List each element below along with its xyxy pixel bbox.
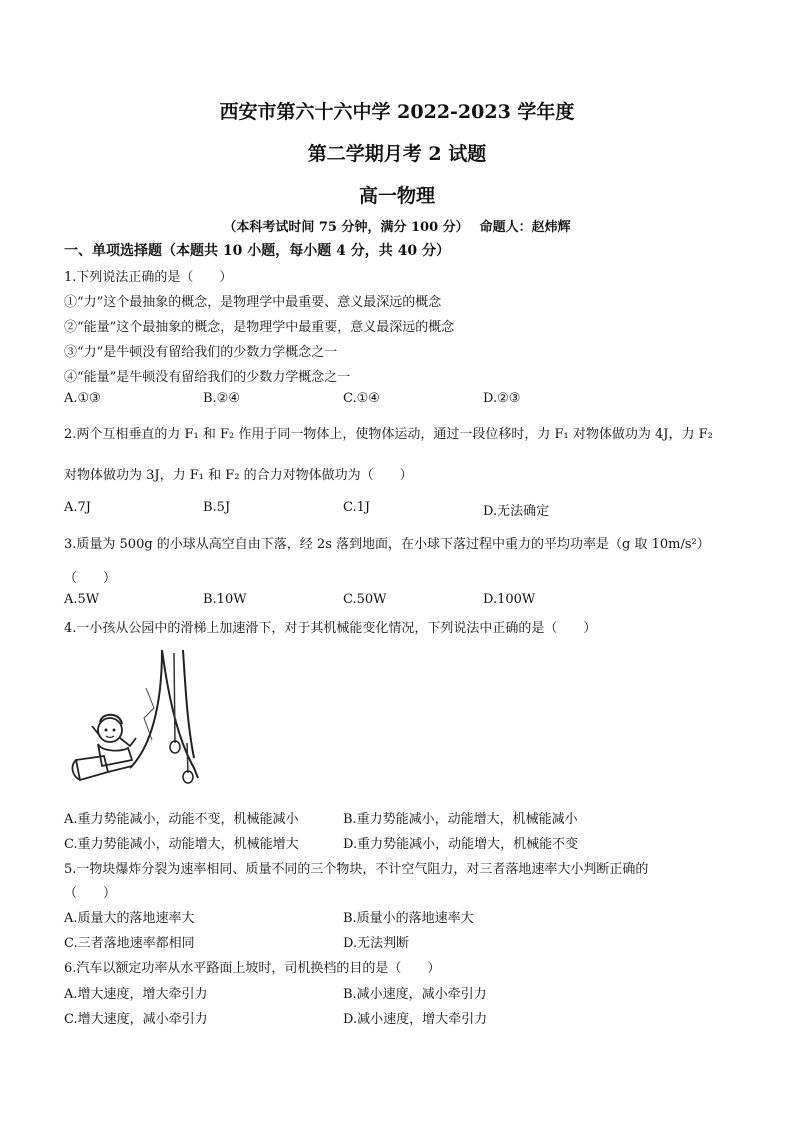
question-stem-cont: 对物体做功为 3J，力 F₁ 和 F₂ 的合力对物体做功为（ ）	[64, 468, 413, 483]
option-a: A.重力势能减小，动能不变，机械能减小	[64, 812, 299, 827]
statement-item: ②“能量”这个最抽象的概念，是物理学中最重要，意义最深远的概念	[64, 320, 455, 335]
subject-title: 高一物理	[358, 185, 435, 207]
question-stem: 6.汽车以额定功率从水平路面上坡时，司机换档的目的是（ ）	[64, 961, 441, 976]
exam-title: 第二学期月考 2 试题	[307, 143, 487, 165]
statement-item: ①“力”这个最抽象的概念，是物理学中最重要、意义最深远的概念	[64, 295, 442, 310]
question-stem: 3.质量为 500g 的小球从高空自由下落，经 2s 落到地面，在小球下落过程中重力的平均功率是（g 取 10m/s²）	[64, 537, 710, 552]
option-b: B.10W	[203, 592, 247, 607]
section-heading: 一、单项选择题（本题共 10 小题，每小题 4 分，共 40 分）	[64, 243, 450, 259]
option-c: C.重力势能减小，动能增大，机械能增大	[64, 837, 299, 852]
option-b: B.5J	[203, 500, 231, 515]
option-c: C.增大速度，减小牵引力	[64, 1012, 208, 1027]
statement-item: ④“能量”是牛顿没有留给我们的少数力学概念之一	[64, 370, 351, 385]
question-stem: 5.一物块爆炸分裂为速率相同、质量不同的三个物块，不计空气阻力，对三者落地速率大小判断正确的	[64, 862, 649, 877]
exam-info: （本科考试时间 75 分钟，满分 100 分） 命题人：赵炜辉	[223, 220, 571, 235]
option-b: B.减小速度，减小牵引力	[343, 987, 487, 1002]
statement-item: ③“力”是牛顿没有留给我们的少数力学概念之一	[64, 345, 338, 360]
school-title: 西安市第六十六中学 2022-2023 学年度	[219, 101, 575, 123]
option-b: B.质量小的落地速率大	[343, 911, 474, 926]
option-a: A.增大速度，增大牵引力	[64, 987, 208, 1002]
option-c: C.三者落地速率都相同	[64, 936, 195, 951]
question-stem: 4.一小孩从公园中的滑梯上加速滑下，对于其机械能变化情况，下列说法中正确的是（ ）	[64, 621, 597, 636]
option-c: C.1J	[343, 500, 371, 515]
question-stem: 2.两个互相垂直的力 F₁ 和 F₂ 作用于同一物体上，使物体运动，通过一段位移时，力 F₁ 对物体做功为 4J，力 F₂	[64, 427, 713, 442]
option-a: A.5W	[64, 592, 100, 607]
option-b: B.②④	[203, 391, 240, 406]
slide-illustration	[62, 648, 202, 798]
option-c: C.50W	[343, 592, 387, 607]
option-d: D.②③	[483, 391, 521, 406]
option-c: C.①④	[343, 391, 380, 406]
option-a: A.质量大的落地速率大	[64, 911, 195, 926]
question-stem: 1.下列说法正确的是（ ）	[64, 270, 233, 285]
option-a: A.7J	[64, 500, 92, 515]
option-d: D.重力势能减小，动能增大，机械能不变	[343, 837, 579, 852]
question-stem-cont: （ ）	[64, 886, 117, 901]
question-stem-cont: （ ）	[64, 571, 117, 586]
option-d: D.100W	[483, 592, 536, 607]
option-d: D.减小速度，增大牵引力	[343, 1012, 488, 1027]
option-b: B.重力势能减小，动能增大，机械能减小	[343, 812, 578, 827]
option-d: D.无法判断	[343, 936, 410, 951]
option-d: D.无法确定	[483, 504, 550, 519]
option-a: A.①③	[64, 391, 101, 406]
